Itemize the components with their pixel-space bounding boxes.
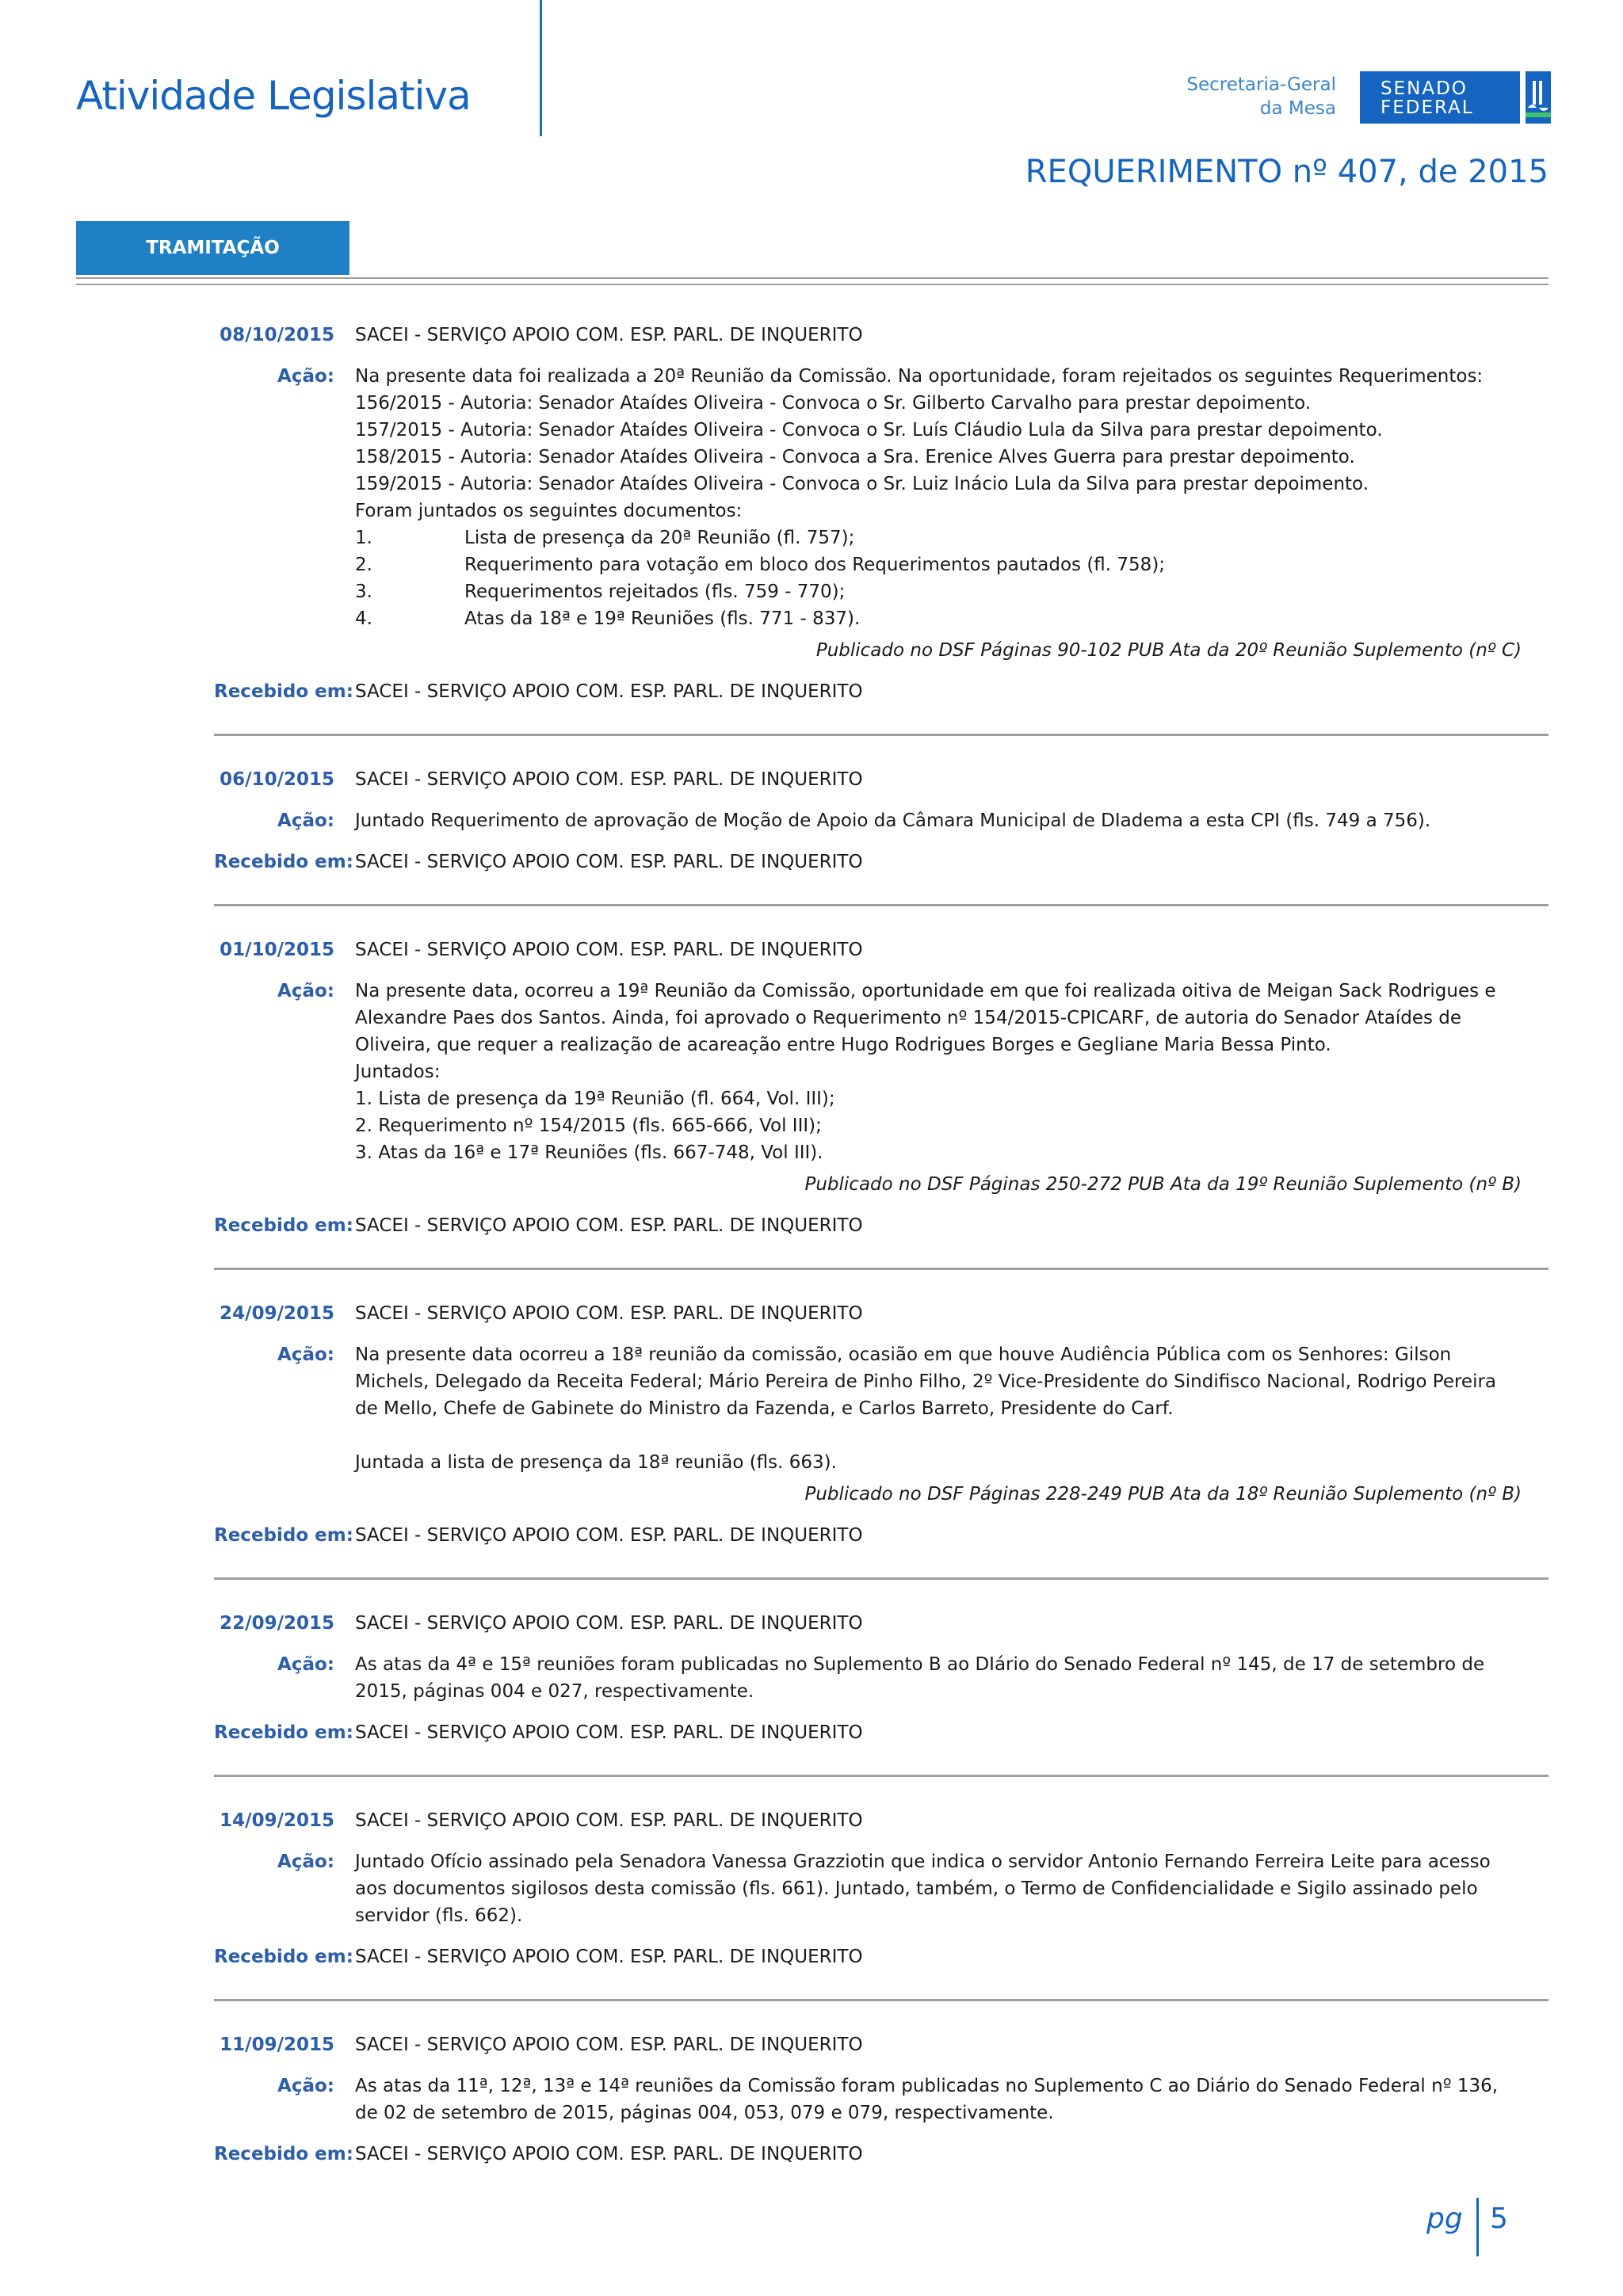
tramitacao-entry — [214, 304, 1549, 736]
entry-recebido: SACEI - SERVIÇO APOIO COM. ESP. PARL. DE INQUERITO — [355, 1722, 863, 1743]
acao-line: Juntada a lista de presença da 18ª reunião (fls. 663). — [355, 1452, 837, 1473]
secretaria-line-1: Secretaria-Geral — [1186, 74, 1336, 95]
entry-acao — [355, 1341, 1549, 1508]
document-list-item — [355, 578, 1522, 605]
tramitacao-entry — [214, 2019, 1549, 2196]
entry-acao — [355, 363, 1549, 664]
recebido-label: Recebido em: — [214, 2144, 353, 2164]
tab-tramitacao[interactable]: TRAMITAÇÃO — [76, 221, 349, 275]
acao-line: Na presente data ocorreu a 18ª reunião da comissão, ocasião em que houve Audiência Pública com os Senhores: Gilson Michels, Delegado da Receita Federal; Mário Pereira de Pinho Filho, 2º Vice-Presidente do Sindifisco Nacional, Rodrigo Pereira de Mello, Chefe de Gabinete do Ministro da Fazenda, e Carlos Barreto, Presidente do Carf. — [355, 1344, 1497, 1419]
item-text: Lista de presença da 20ª Reunião (fl. 757); — [464, 528, 855, 548]
publication-note: Publicado no DSF Páginas 90-102 PUB Ata da 20º Reunião Suplemento (nº C) — [815, 640, 1522, 661]
publication-note: Publicado no DSF Páginas 250-272 PUB Ata da 19º Reunião Suplemento (nº B) — [804, 1174, 1522, 1195]
item-text: Requerimento para votação em bloco dos Requerimentos pautados (fl. 758); — [464, 555, 1166, 575]
entry-orgao: SACEI - SERVIÇO APOIO COM. ESP. PARL. DE INQUERITO — [355, 769, 863, 790]
acao-line: 2. Requerimento nº 154/2015 (fls. 665-666, Vol III); — [355, 1116, 822, 1136]
acao-label: Ação: — [277, 981, 334, 1001]
entry-acao — [355, 978, 1549, 1198]
acao-line: 1. Lista de presença da 19ª Reunião (fl. 664, Vol. III); — [355, 1089, 835, 1109]
acao-label: Ação: — [277, 1654, 334, 1675]
entry-orgao: SACEI - SERVIÇO APOIO COM. ESP. PARL. DE INQUERITO — [355, 1303, 863, 1324]
entry-acao — [355, 807, 1549, 834]
acao-line: As atas da 4ª e 15ª reuniões foram publicadas no Suplemento B ao DIário do Senado Federal nº 145, de 17 de setembro de 2015, páginas 004 e 027, respectivamente. — [355, 1654, 1485, 1702]
recebido-label: Recebido em: — [214, 1722, 353, 1743]
acao-line: As atas da 11ª, 12ª, 13ª e 14ª reuniões da Comissão foram publicadas no Suplemento C ao Diário do Senado Federal nº 136, de 02 de setembro de 2015, páginas 004, 053, 079 e 079, respectivamente. — [355, 2076, 1499, 2123]
acao-label: Ação: — [277, 1852, 334, 1872]
entry-recebido: SACEI - SERVIÇO APOIO COM. ESP. PARL. DE INQUERITO — [355, 1947, 863, 1967]
entry-acao — [355, 2073, 1549, 2126]
item-text: Requerimentos rejeitados (fls. 759 - 770); — [464, 582, 846, 602]
item-number: 2. — [355, 555, 372, 575]
acao-label: Ação: — [277, 1344, 334, 1365]
acao-line: Juntado Requerimento de aprovação de Moção de Apoio da Câmara Municipal de DIadema a esta CPI (fls. 749 a 756). — [355, 810, 1431, 831]
entry-date: 11/09/2015 — [220, 2035, 334, 2055]
entry-orgao: SACEI - SERVIÇO APOIO COM. ESP. PARL. DE INQUERITO — [355, 940, 863, 960]
recebido-label: Recebido em: — [214, 852, 353, 872]
tramitacao-entry — [214, 924, 1549, 1270]
acao-line: 158/2015 - Autoria: Senador Ataídes Oliveira - Convoca a Sra. Erenice Alves Guerra para prestar depoimento. — [355, 447, 1355, 467]
acao-label: Ação: — [277, 2076, 334, 2096]
acao-line: 157/2015 - Autoria: Senador Ataídes Oliveira - Convoca o Sr. Luís Cláudio Lula da Silva para prestar depoimento. — [355, 420, 1383, 441]
page-label: pg — [1426, 2203, 1463, 2235]
footer-divider — [1476, 2198, 1479, 2256]
acao-line: 159/2015 - Autoria: Senador Ataídes Oliveira - Convoca o Sr. Luiz Inácio Lula da Silva para prestar depoimento. — [355, 474, 1369, 494]
header-rule — [76, 277, 1549, 285]
secretaria-line-2: da Mesa — [1259, 98, 1336, 119]
acao-line: Na presente data foi realizada a 20ª Reunião da Comissão. Na oportunidade, foram rejeitados os seguintes Requerimentos: — [355, 366, 1484, 387]
acao-line: 3. Atas da 16ª e 17ª Reuniões (fls. 667-748, Vol III). — [355, 1142, 823, 1163]
entry-date: 24/09/2015 — [220, 1303, 334, 1324]
document-list-item — [355, 524, 1522, 551]
acao-line: 156/2015 - Autoria: Senador Ataídes Oliveira - Convoca o Sr. Gilberto Carvalho para prestar depoimento. — [355, 393, 1312, 414]
entry-date: 14/09/2015 — [220, 1810, 334, 1831]
document-list-item — [355, 551, 1522, 578]
entry-date: 08/10/2015 — [220, 325, 334, 345]
entry-recebido: SACEI - SERVIÇO APOIO COM. ESP. PARL. DE INQUERITO — [355, 681, 863, 702]
entry-acao — [355, 1848, 1549, 1929]
acao-line: Na presente data, ocorreu a 19ª Reunião da Comissão, oportunidade em que foi realizada oitiva de Meigan Sack Rodrigues e Alexandre Paes dos Santos. Ainda, foi aprovado o Requerimento nº 154/2015-CPICARF, de autoria do Senador Ataídes de Oliveira, que requer a realização de acareação entre Hugo Rodrigues Borges e Gegliane Maria Bessa Pinto. — [355, 981, 1496, 1055]
acao-line: Juntados: — [355, 1062, 441, 1082]
logo-line-1: SENADO — [1381, 78, 1468, 99]
entry-acao — [355, 1651, 1549, 1705]
logo-line-2: FEDERAL — [1381, 97, 1474, 118]
document-title: REQUERIMENTO nº 407, de 2015 — [1025, 154, 1549, 190]
entry-date: 01/10/2015 — [220, 940, 334, 960]
entry-recebido: SACEI - SERVIÇO APOIO COM. ESP. PARL. DE INQUERITO — [355, 2144, 863, 2164]
entry-recebido: SACEI - SERVIÇO APOIO COM. ESP. PARL. DE INQUERITO — [355, 852, 863, 872]
item-text: Atas da 18ª e 19ª Reuniões (fls. 771 - 837). — [464, 608, 861, 629]
entry-recebido: SACEI - SERVIÇO APOIO COM. ESP. PARL. DE INQUERITO — [355, 1215, 863, 1236]
publication-note: Publicado no DSF Páginas 228-249 PUB Ata da 18º Reunião Suplemento (nº B) — [804, 1484, 1522, 1505]
recebido-label: Recebido em: — [214, 681, 353, 702]
tramitacao-entry — [214, 1794, 1549, 2001]
document-list-item — [355, 605, 1522, 632]
header-divider — [540, 0, 542, 136]
tramitacao-entry — [214, 753, 1549, 906]
secretaria-geral-label — [1186, 73, 1336, 120]
paragraph-gap — [355, 1422, 1522, 1449]
acao-label: Ação: — [277, 366, 334, 387]
entry-date: 06/10/2015 — [220, 769, 334, 790]
acao-line: Juntado Ofício assinado pela Senadora Vanessa Grazziotin que indica o servidor Antonio Fernando Ferreira Leite para acesso aos documentos sigilosos desta comissão (fls. 661). Juntado, também, o Termo de Confidencialidade e Sigilo assinado pelo servidor (fls. 662). — [355, 1852, 1491, 1926]
recebido-label: Recebido em: — [214, 1947, 353, 1967]
item-number: 1. — [355, 528, 372, 548]
page-number: 5 — [1490, 2203, 1508, 2235]
entry-recebido: SACEI - SERVIÇO APOIO COM. ESP. PARL. DE INQUERITO — [355, 1525, 863, 1546]
acao-line: Foram juntados os seguintes documentos: — [355, 501, 743, 521]
entry-orgao: SACEI - SERVIÇO APOIO COM. ESP. PARL. DE INQUERITO — [355, 325, 863, 345]
app-title: Atividade Legislativa — [76, 73, 471, 119]
acao-label: Ação: — [277, 810, 334, 831]
congress-building-icon — [1526, 71, 1551, 124]
tramitacao-entry — [214, 1597, 1549, 1777]
entry-orgao: SACEI - SERVIÇO APOIO COM. ESP. PARL. DE INQUERITO — [355, 1810, 863, 1831]
item-number: 4. — [355, 608, 372, 629]
senado-federal-logo — [1360, 71, 1520, 124]
recebido-label: Recebido em: — [214, 1525, 353, 1546]
entry-orgao: SACEI - SERVIÇO APOIO COM. ESP. PARL. DE INQUERITO — [355, 1613, 863, 1634]
tramitacao-entry — [214, 1287, 1549, 1580]
recebido-label: Recebido em: — [214, 1215, 353, 1236]
entry-date: 22/09/2015 — [220, 1613, 334, 1634]
entry-orgao: SACEI - SERVIÇO APOIO COM. ESP. PARL. DE INQUERITO — [355, 2035, 863, 2055]
tramitacao-list — [214, 304, 1549, 2214]
item-number: 3. — [355, 582, 372, 602]
